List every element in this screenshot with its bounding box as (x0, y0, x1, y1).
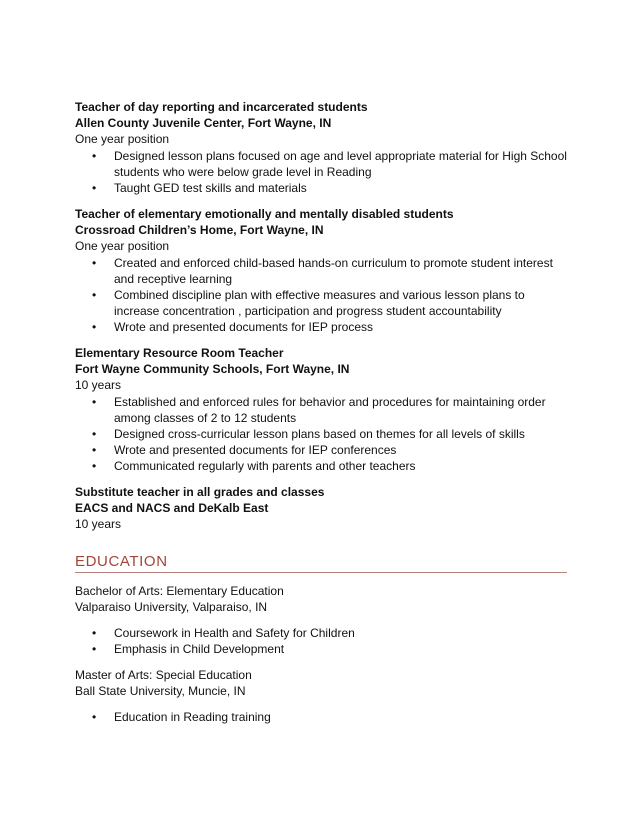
job-bullets (75, 148, 567, 196)
job-title: Teacher of day reporting and incarcerated students (75, 100, 368, 114)
job-period: One year position (75, 239, 170, 253)
job-period: 10 years (75, 378, 122, 392)
bullet-item: • Taught GED test skills and materials (114, 180, 567, 196)
bullet-item: • Emphasis in Child Development (114, 641, 567, 657)
bullet-item: • Created and enforced child-based hands-on curriculum to promote student interest and receptive learning (114, 255, 567, 287)
job-entry (75, 345, 567, 474)
bullet-item: • Designed cross-curricular lesson plans based on themes for all levels of skills (114, 426, 567, 442)
bullet-item: • Combined discipline plan with effective measures and various lesson plans to increase concentration , participation and progress student accountability (114, 287, 567, 319)
job-bullets (75, 255, 567, 335)
job-title: Elementary Resource Room Teacher (75, 346, 284, 360)
bullet-item: • Communicated regularly with parents and other teachers (114, 458, 567, 474)
education-entry (75, 583, 567, 657)
school: Valparaiso University, Valparaiso, IN (75, 600, 268, 614)
job-organization: Fort Wayne Community Schools, Fort Wayne, IN (75, 362, 350, 376)
education-bullets (75, 709, 567, 725)
education-heading: EDUCATION (75, 553, 567, 573)
school: Ball State University, Muncie, IN (75, 684, 246, 698)
education-bullets (75, 625, 567, 657)
job-title: Teacher of elementary emotionally and mentally disabled students (75, 207, 454, 221)
job-bullets (75, 394, 567, 474)
resume-page (75, 99, 567, 735)
bullet-item: • Established and enforced rules for behavior and procedures for maintaining order among classes of 2 to 12 students (114, 394, 567, 426)
bullet-item: • Education in Reading training (114, 709, 567, 725)
job-entry (75, 99, 567, 196)
job-period: 10 years (75, 517, 122, 531)
job-organization: EACS and NACS and DeKalb East (75, 501, 269, 515)
job-title: Substitute teacher in all grades and classes (75, 485, 325, 499)
job-organization: Allen County Juvenile Center, Fort Wayne, IN (75, 116, 332, 130)
job-entry (75, 206, 567, 335)
bullet-item: • Coursework in Health and Safety for Children (114, 625, 567, 641)
job-entry (75, 484, 567, 532)
job-organization: Crossroad Children’s Home, Fort Wayne, IN (75, 223, 324, 237)
bullet-item: • Wrote and presented documents for IEP conferences (114, 442, 567, 458)
job-period: One year position (75, 132, 170, 146)
bullet-item: • Designed lesson plans focused on age and level appropriate material for High School students who were below grade level in Reading (114, 148, 567, 180)
education-entry (75, 667, 567, 725)
degree: Master of Arts: Special Education (75, 668, 252, 682)
bullet-item: • Wrote and presented documents for IEP process (114, 319, 567, 335)
degree: Bachelor of Arts: Elementary Education (75, 584, 284, 598)
